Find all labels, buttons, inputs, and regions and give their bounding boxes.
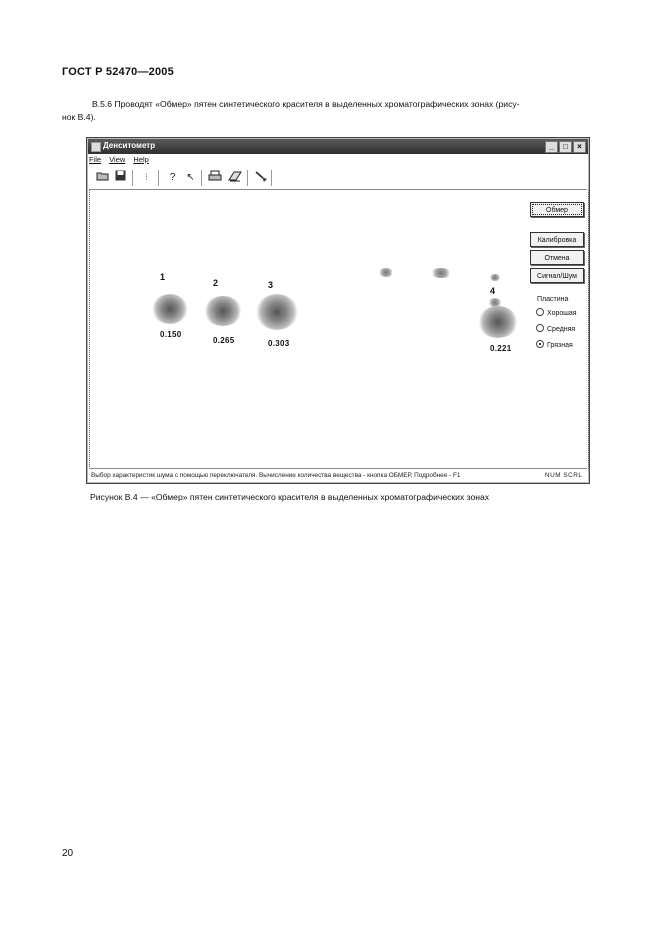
scan-icon[interactable] <box>227 170 242 185</box>
app-icon <box>91 142 101 152</box>
radio-button[interactable] <box>536 340 544 348</box>
radio-good[interactable] <box>536 308 577 317</box>
radio-button[interactable] <box>536 308 544 316</box>
toolbar-separator <box>132 170 133 186</box>
toolbar-separator <box>201 170 202 186</box>
print-icon[interactable] <box>207 170 222 185</box>
help-icon[interactable]: ? <box>169 172 176 183</box>
page-number: 20 <box>62 848 74 859</box>
faint-spot <box>489 274 501 281</box>
menu-file[interactable]: File <box>89 155 102 164</box>
radio-label: Грязная <box>547 342 573 349</box>
toolbar-separator <box>271 170 272 186</box>
zone-value: 0.303 <box>268 339 290 348</box>
save-icon[interactable] <box>113 170 128 185</box>
status-bar <box>89 468 587 482</box>
dye-spot <box>152 294 188 324</box>
toolbar <box>89 167 587 190</box>
paragraph-line-2: нок В.4). <box>62 112 96 122</box>
radio-label: Хорошая <box>547 310 577 317</box>
zone-value: 0.221 <box>490 344 512 353</box>
zone-number: 3 <box>268 280 274 290</box>
paragraph-line-1: В.5.6 Проводят «Обмер» пятен синтетического красителя в выделенных хроматографических зонах (рису- <box>92 99 520 109</box>
menu-help[interactable]: Help <box>133 155 149 164</box>
faint-spot <box>378 268 394 277</box>
zone-number: 2 <box>213 278 219 288</box>
maximize-button[interactable]: □ <box>559 141 572 153</box>
pointer-help-icon[interactable]: ↖ <box>186 172 195 183</box>
broom-icon[interactable] <box>253 170 268 185</box>
title-bar[interactable] <box>88 139 588 154</box>
dye-spot <box>204 296 242 326</box>
figure-caption: Рисунок В.4 — «Обмер» пятен синтетического красителя в выделенных хроматографических зонах <box>90 492 490 502</box>
dye-spot <box>256 294 298 330</box>
open-icon[interactable] <box>95 170 110 185</box>
zone-value: 0.150 <box>160 330 182 339</box>
toolbar-separator <box>247 170 248 186</box>
dots-icon[interactable]: ⁝ <box>144 172 149 183</box>
plate-group-title: Пластина <box>537 296 569 303</box>
body-paragraph <box>62 98 612 124</box>
menu-bar <box>89 155 155 166</box>
faint-spot <box>430 268 452 278</box>
document-header: ГОСТ Р 52470—2005 <box>62 66 174 78</box>
cancel-button[interactable]: Отмена <box>530 250 584 265</box>
close-button[interactable]: × <box>573 141 586 153</box>
densitometer-window <box>86 137 590 484</box>
menu-view[interactable]: View <box>109 155 126 164</box>
radio-medium[interactable] <box>536 324 575 333</box>
radio-dirty[interactable] <box>536 340 573 349</box>
minimize-button[interactable]: _ <box>545 141 558 153</box>
toolbar-separator <box>158 170 159 186</box>
calibration-button[interactable]: Калибровка <box>530 232 584 247</box>
status-text: Выбор характеристик шума с помощью переключателя. Вычисление количества вещества - кнопка ОБМЕР, Подробнее - F1 <box>91 472 461 479</box>
chromatogram-area[interactable] <box>89 190 589 469</box>
window-title: Денситометр <box>103 141 156 150</box>
zone-number: 1 <box>160 272 166 282</box>
status-indicators: NUM SCRL <box>545 472 583 479</box>
zone-value: 0.265 <box>213 336 235 345</box>
measure-button[interactable]: Обмер <box>530 202 584 217</box>
dye-spot <box>478 306 518 338</box>
signal-noise-button[interactable]: Сигнал/Шум <box>530 268 584 283</box>
radio-label: Средняя <box>547 326 576 333</box>
radio-button[interactable] <box>536 324 544 332</box>
zone-number: 4 <box>490 286 496 296</box>
